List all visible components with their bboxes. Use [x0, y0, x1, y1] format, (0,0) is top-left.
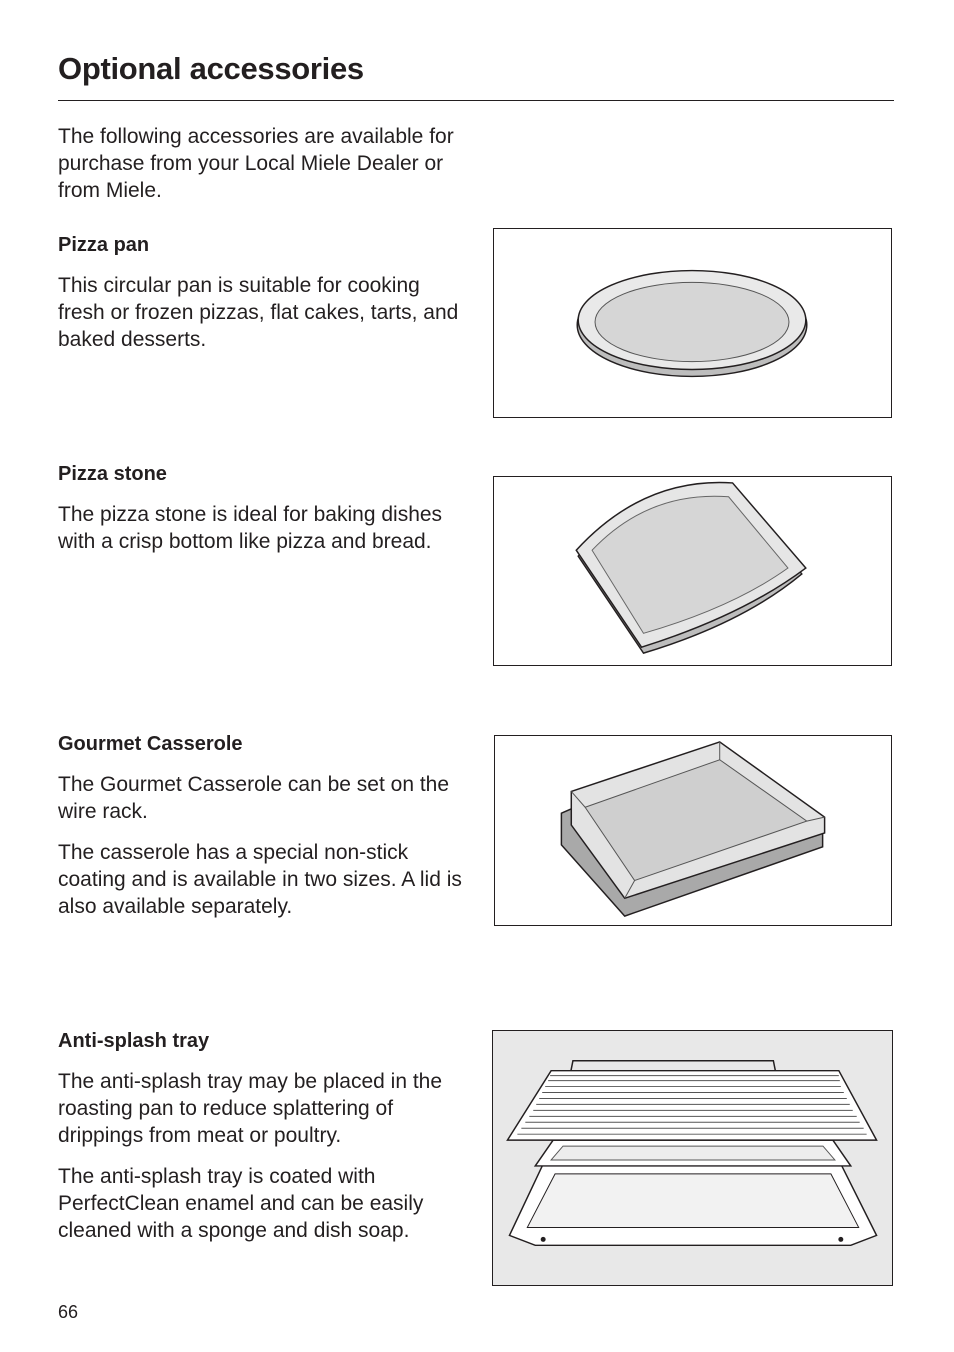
page-number: 66	[58, 1302, 79, 1322]
section-paragraph: The Gourmet Casserole can be set on the wire rack.	[58, 773, 450, 823]
section-heading: Pizza stone	[58, 463, 167, 485]
section-paragraph: The anti-splash tray is coated with PerfectClean enamel and can be easily cleaned with a sponge and dish soap.	[58, 1165, 424, 1242]
section-heading: Pizza pan	[58, 234, 150, 256]
section-paragraph: This circular pan is suitable for cooking fresh or frozen pizzas, flat cakes, tarts, and baked desserts.	[58, 274, 459, 351]
section-gourmet-casserole	[58, 731, 468, 934]
intro-text: The following accessories are available for purchase from your Local Miele Dealer or from Miele.	[58, 125, 454, 202]
section-heading: Anti-splash tray	[58, 1030, 210, 1052]
page-title: Optional accessories	[58, 50, 894, 101]
section-paragraph: The casserole has a special non-stick coating and is available in two sizes. A lid is also available separately.	[58, 841, 462, 918]
section-heading: Gourmet Casserole	[58, 733, 243, 755]
section-paragraph: The pizza stone is ideal for baking dishes with a crisp bottom like pizza and bread.	[58, 503, 443, 553]
section-paragraph: The anti-splash tray may be placed in the roasting pan to reduce splattering of drippings from meat or poultry.	[58, 1070, 443, 1147]
pizza-pan-illustration	[493, 228, 892, 418]
section-pizza-pan	[58, 232, 468, 367]
pizza-stone-illustration	[493, 476, 892, 666]
section-anti-splash-tray	[58, 1028, 468, 1258]
intro-block	[58, 123, 468, 218]
section-pizza-stone	[58, 461, 468, 569]
casserole-illustration	[494, 735, 892, 926]
anti-splash-tray-illustration	[492, 1030, 893, 1286]
